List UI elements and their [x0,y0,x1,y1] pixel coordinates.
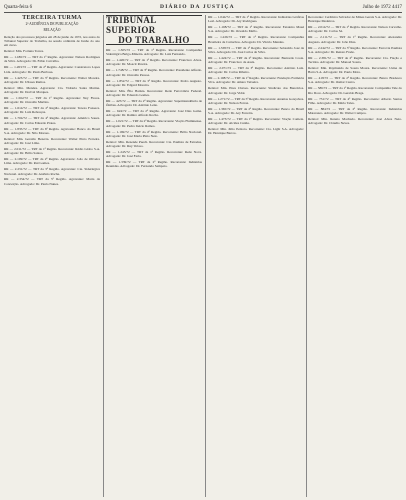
column-2 [106,15,202,497]
case-entry: RR — 884/72 — TRT da 2ª Região. Recorrente: Indústrias Matarazzo. Advogado: Dr. Walter Campos. [308,106,402,115]
court-banner [106,15,202,45]
banner-line-2: DO TRABALHO [118,35,190,45]
case-entry: RR — 2.071/72 — TRT da 3ª Região. Recorrente: Antônio Luiz. Advogado: Dr. Carlos Ribeiro. [208,65,304,75]
case-entry: RR — 2.109/72 — TRT da 2ª Região. Agravante: João de Oliveira Lima. Advogado: Dr. Rui Gomes. [4,157,100,166]
case-entry: RR — 1.186/72 — TRT da 1ª Região. Agravante: Nelson Rodrigues da Silva. Advogado: Dr. Fábio Carvalho. [4,55,100,64]
case-entry: RR — 1.835/72 — TRT da 6ª Região. Agravante: Banco do Brasil S.A. Advogado: Dr. Nilo Moraes. [4,126,100,135]
case-entry: RR — 1.169/72 — TRT da 4ª Região. Recorrente: Hélio Nacional. Advogado: Dr. José Maria Pinto Neto. [106,129,202,138]
case-entry: RR — 1.365/72 — TRT da 2ª Região. Recorrente: Banco do Brasil S.A. Advogado: Dr. Ary Ferreira. [208,106,304,115]
case-entry: RR — 1.614/72 — TRT da 2ª Região. Agravante: Tereza Fonseca. Advogado: Dr. Luiz Rebouças. [4,106,100,115]
case-entry: RR — 1.263/72 — TRT da 2ª Região. Agravante: Construtora Lopes Ltda. Advogado: Dr. Paulo Barbosa. [4,65,100,74]
case-entry: RR — 418/72 — TRT da 2ª Região. Recorrente: Banco Bradesco S.A. Advogado: Dr. Osmar Castro. [308,76,402,85]
case-entry: RR — 2.011/72 — TRT da 1ª Região. Recorrente: Rádio Globo S.A. Advogado: Dr. Hélio Santos. [4,146,100,156]
case-entry: RR — 1.305/72 — TRT da 1ª Região. Recorrente: Companhia Siderúrgica Belgo-Mineira. Advogado: Dr. Luiz Fernando. [106,48,202,57]
case-entry: RR — 1.424/72 — TRT da 2ª Região. Recorrente: Bernardo Costa. Advogado: Dr. Francisco de Assis. [208,55,304,65]
case-entry: RR — 1.748/72 — TRT da 3ª Região. Recorrente: Presidente Alfredo. Advogado: Dr. Oswaldo Pessoa. [106,68,202,77]
case-entry: RR — 1.423/72 — TRT da 3ª Região. Recorrente: Walter Moreira. Advogado: Dr. Ulisses Ramos. [4,75,100,84]
case-entry: Relator: Min. Pires Chaves. Recorrente: Sindicato dos Bancários. Advogado: Dr. Jorge Vidal. [208,86,304,95]
case-entry: RR — 1.021/72 — TRT da 2ª Região. Recorrente: Viação Fluminense. Advogado: Dr. Pedro Inácio Ramos. [106,119,202,128]
case-entry: RR — 2.242/72 — TRT da 3ª Região. Recorrente: Ferrovia Paulista S.A. Advogado: Dr. Renato Frade. [308,45,402,54]
case-entry: RR — 1.226/72 — TRT da 1ª Região. Recorrente: Companhia Brasileira de Cartuchos. Advogado: Dr. Vitório Mendes. [208,35,304,44]
section-subtitle: RELAÇÃO [43,28,61,33]
column-3 [208,15,304,497]
case-entry: RR — 2.231/72 — TRT da 3ª Região. Agravante: Cia. Siderúrgica Nacional. Advogado: Dr. Antônio Rocha. [4,167,100,176]
entries-column-3 [208,15,304,136]
page-body [4,15,402,497]
case-entry: Relator: Min. Rezende Puech. Recorrente: Cia. Paulista de Estradas. Advogado: Dr. Ruy Veloso. [106,139,202,148]
case-entry: RR — 1.338/72 — TRT da 1ª Região. Recorrente: Sebastião José da Silva. Advogado: Dr. José Carlos da Silva. [208,45,304,54]
entries-column-4 [308,15,402,125]
column-4 [308,15,402,497]
case-entry: RR — 2.381/72 — TRT da 2ª Região. Recorrente: Cia. Fiação e Tecidos. Advogado: Dr. Manoel Souza. [308,55,402,65]
case-entry: Relação dos processos julgados em 28 de junho de 1972, nos autos do Tribunal Superior do Trabalho, na sessão ordinária de Junho do ano em curso. [4,34,100,48]
column-rule [103,15,104,497]
case-entry: Relator: Min. Renato Machado. Recorrente: José Alves Neto. Advogado: Dr. Cláudio Neves. [308,116,402,126]
case-entry: RR — 2.108/72 — TRT da 1ª Região. Recorrente: Fundação Farmácia Viva. Advogado: Dr. Amaro Teixeira. [208,76,304,85]
case-entry: RR — 1.562/72 — TRT da 1ª Região. Agravante: Ney Flores. Advogado: Dr. Oswaldo Martins. [4,95,100,105]
case-entry: RR — 1.339/72 — TRT da 2ª Região. Recorrente: Indústrias Reunidas. Advogado: Dr. Fernando Sampaio. [106,160,202,169]
column-rule [205,15,206,497]
case-entry: RR — 1.426/72 — TRT da 1ª Região. Recorrente: Francisco Alves. Advogado: Dr. Moacir Pereira. [106,58,202,67]
case-entry: Relator: Min. Élio Batista. Recorrente: Rede Ferroviária Federal. Advogado: Dr. Eduardo Gomes. [106,88,202,98]
case-entry: RR — 1.245/72 — TRT da 1ª Região. Recorrente: Rede Nova. Advogado: Dr. José Faria. [106,149,202,159]
entries-column-2 [106,48,202,169]
page-header [4,2,402,13]
case-entry: RR — 1.852/72 — TRT da 3ª Região. Recorrente: Pedro Augusto. Advogado: Dr. Edgard Moreira. [106,78,202,87]
case-entry: Relator: Min. Fortuna Torres. [4,49,44,54]
case-entry: RR — 1.271/72 — TRT da 5ª Região. Recorrente: Ananias Gonçalves. Advogado: Dr. Nelson Ferraz. [208,96,304,105]
case-entry: RR — 624/72 — TRT da 2ª Região. Agravante: José Dias Gama. Advogado: Dr. Ramiro Alfredo Rocha. [106,109,202,118]
column-rule [306,15,307,497]
header-date: Quarta-feira 6 [4,4,33,10]
case-entry: RR — 1.168/72 — TRT da 1ª Região. Recorrente: Estaleiro Mauá S.A. Advogado: Dr. Oswaldo Mello. [208,25,304,34]
case-entry: RR — 2.354/72 — TRT da 5ª Região. Agravante: Maria da Conceição. Advogado: Dr. Paulo Nunes. [4,177,100,186]
case-entry: RR — 731/72 — TRT da 4ª Região. Recorrente: Alberto Santos Filho. Advogado: Dr. Mário Teles. [308,96,402,105]
section-subtitle: 2ª AUDIÊNCIA DE PUBLICAÇÃO [25,22,79,26]
column-1 [4,15,100,497]
case-entry: RR — 2.111/72 — TRT da 1ª Região. Recorrente: Alexandre Augusto. Advogado: Dr. João Dias. [308,35,402,44]
entries-column-1 [4,35,100,186]
header-page-number: Julho de 1972 4417 [362,4,402,10]
case-entry: RR — 1.044/72 — TRT da 1ª Região. Recorrente: Indústrias Gráficas Leal. Advogado: Dr. Ary Rodrigues. [208,15,304,24]
section-title: TERCEIRA TURMA [22,15,82,21]
case-entry: Relator: Min. Júlio Peixoto. Recorrente: Cia. Light S.A. Advogado: Dr. Henrique Barros. [208,127,304,136]
banner-line-1: TRIBUNAL SUPERIOR [106,15,157,35]
case-entry: RR — 1.473/72 — TRT da 1ª Região. Recorrente: Viação Cometa. Advogado: Dr. Alcides Cunha. [208,116,304,126]
case-entry: RR — 1.704/72 — TRT da 4ª Região. Agravante: Américo Souza. Advogado: Dr. Carlos Eduardo Prates. [4,116,100,125]
case-entry: RR — 425/72 — TRT da 2ª Região. Agravante: Superintendência de Ônibus. Advogado: Dr. Antônio Leite. [106,98,202,108]
case-entry: Recorrente: Cerâmica Salvador de Minas Gerais S.A. Advogado: Dr. Henrique Medeiros. [308,15,402,24]
case-entry: RR — 2.014/72 — TRT da 1ª Região. Recorrente: Nelson Carvalho. Advogado: Dr. Carlos Sá. [308,25,402,34]
case-entry: RR — 586/72 — TRT da 1ª Região. Recorrente: Companhia Vale do Rio Doce. Advogado: Dr. Geraldo Braga. [308,86,402,95]
case-entry: Relator: Min. Geraldo Bezerra. Recorrente: Walter Pinto Ferreira. Advogado: Dr. José Lima. [4,136,100,145]
case-entry: Relator: Min. Raymundo de Souza Moura. Recorrente: Usina da Barra S.A. Advogado: Dr. Paulo Mota. [308,65,402,75]
case-entry: Relator: Min. Mendes. Agravante: Cia. Vidraria Santa Marina. Advogado: Dr. Dorival Marques. [4,85,100,95]
publication-title: DIÁRIO DA JUSTIÇA [160,4,235,10]
